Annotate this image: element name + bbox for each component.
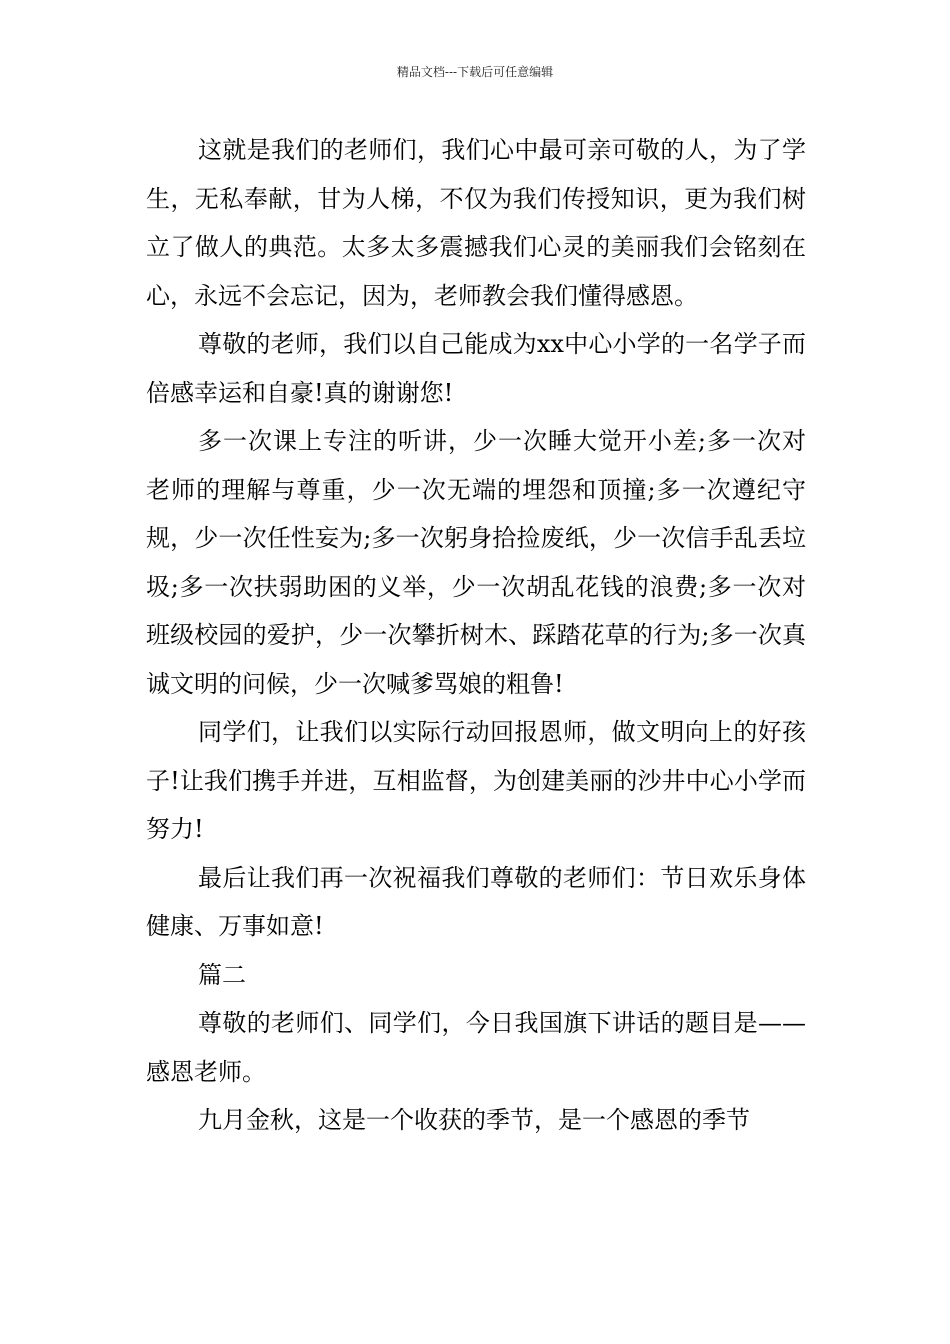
paragraph-line: 九月金秋，这是一个收获的季节，是一个感恩的季节 (198, 1106, 750, 1134)
paragraph-7 (146, 1096, 806, 1145)
paragraph-line: 的行为;多一次真诚文明的问候，少一次喊爹骂娘的粗鲁! (146, 621, 807, 698)
paragraph-line: 心小学而努力! (146, 766, 806, 843)
page-header (0, 64, 950, 80)
paragraph-2 (146, 320, 806, 417)
paragraph-line: 最后让我们再一次祝福我们尊敬的老师们：节日欢乐 (198, 863, 758, 892)
paragraph-line: 纪守规，少一次任性妄为;多一次躬身拾捡废纸，少一次信 (146, 475, 806, 552)
section-heading-text: 篇二 (198, 960, 246, 989)
paragraph-line: 子而倍感幸运和自豪!真的谢谢您! (146, 330, 807, 407)
paragraph-1 (146, 126, 806, 320)
paragraph-line: 费;多一次对班级校园的爱护，少一次攀折树木、踩踏花草 (146, 572, 806, 649)
paragraph-line: 身体健康、万事如意! (146, 863, 807, 940)
document-body (146, 126, 806, 1145)
paragraph-line: 同学们，让我们以实际行动回报恩师，做文明向上的 (198, 718, 758, 746)
paragraph-5 (146, 854, 806, 951)
paragraph-line: 好孩子!让我们携手并进，互相监督，为创建美丽的沙井中 (146, 718, 807, 795)
section-heading (146, 951, 806, 1000)
paragraph-line: 得感恩。 (602, 281, 698, 310)
paragraph-3 (146, 417, 806, 708)
paragraph-line: 了学生，无私奉献，甘为人梯，不仅为我们传授知识，更 (146, 136, 807, 213)
paragraph-4 (146, 708, 806, 854)
paragraph-line: 这就是我们的老师们，我们心中最可亲可敬的人，为 (198, 136, 758, 164)
paragraph-line: 尊敬的老师们、同学们，今日我国旗下讲话的题目是 (198, 1009, 758, 1037)
paragraph-line: 对老师的理解与尊重，少一次无端的埋怨和顶撞;多一次遵 (146, 427, 806, 504)
header-text: 精品文档---下载后可任意编辑 (396, 65, 554, 79)
paragraph-line: 尊敬的老师，我们以自己能成为xx中心小学的一名学 (198, 330, 758, 358)
paragraph-line: 为我们树立了做人的典范。太多太多震撼我们心灵的美丽 (146, 184, 807, 261)
paragraph-line: 多一次课上专注的听讲，少一次睡大觉开小差;多一次 (198, 427, 782, 455)
paragraph-line: 手乱丢垃圾;多一次扶弱助困的义举，少一次胡乱花钱的浪 (146, 524, 806, 601)
paragraph-line: 我们会铭刻在心，永远不会忘记，因为，老师教会我们懂 (146, 233, 807, 310)
paragraph-6 (146, 999, 806, 1096)
paragraph-line: ——感恩老师。 (146, 1009, 806, 1086)
